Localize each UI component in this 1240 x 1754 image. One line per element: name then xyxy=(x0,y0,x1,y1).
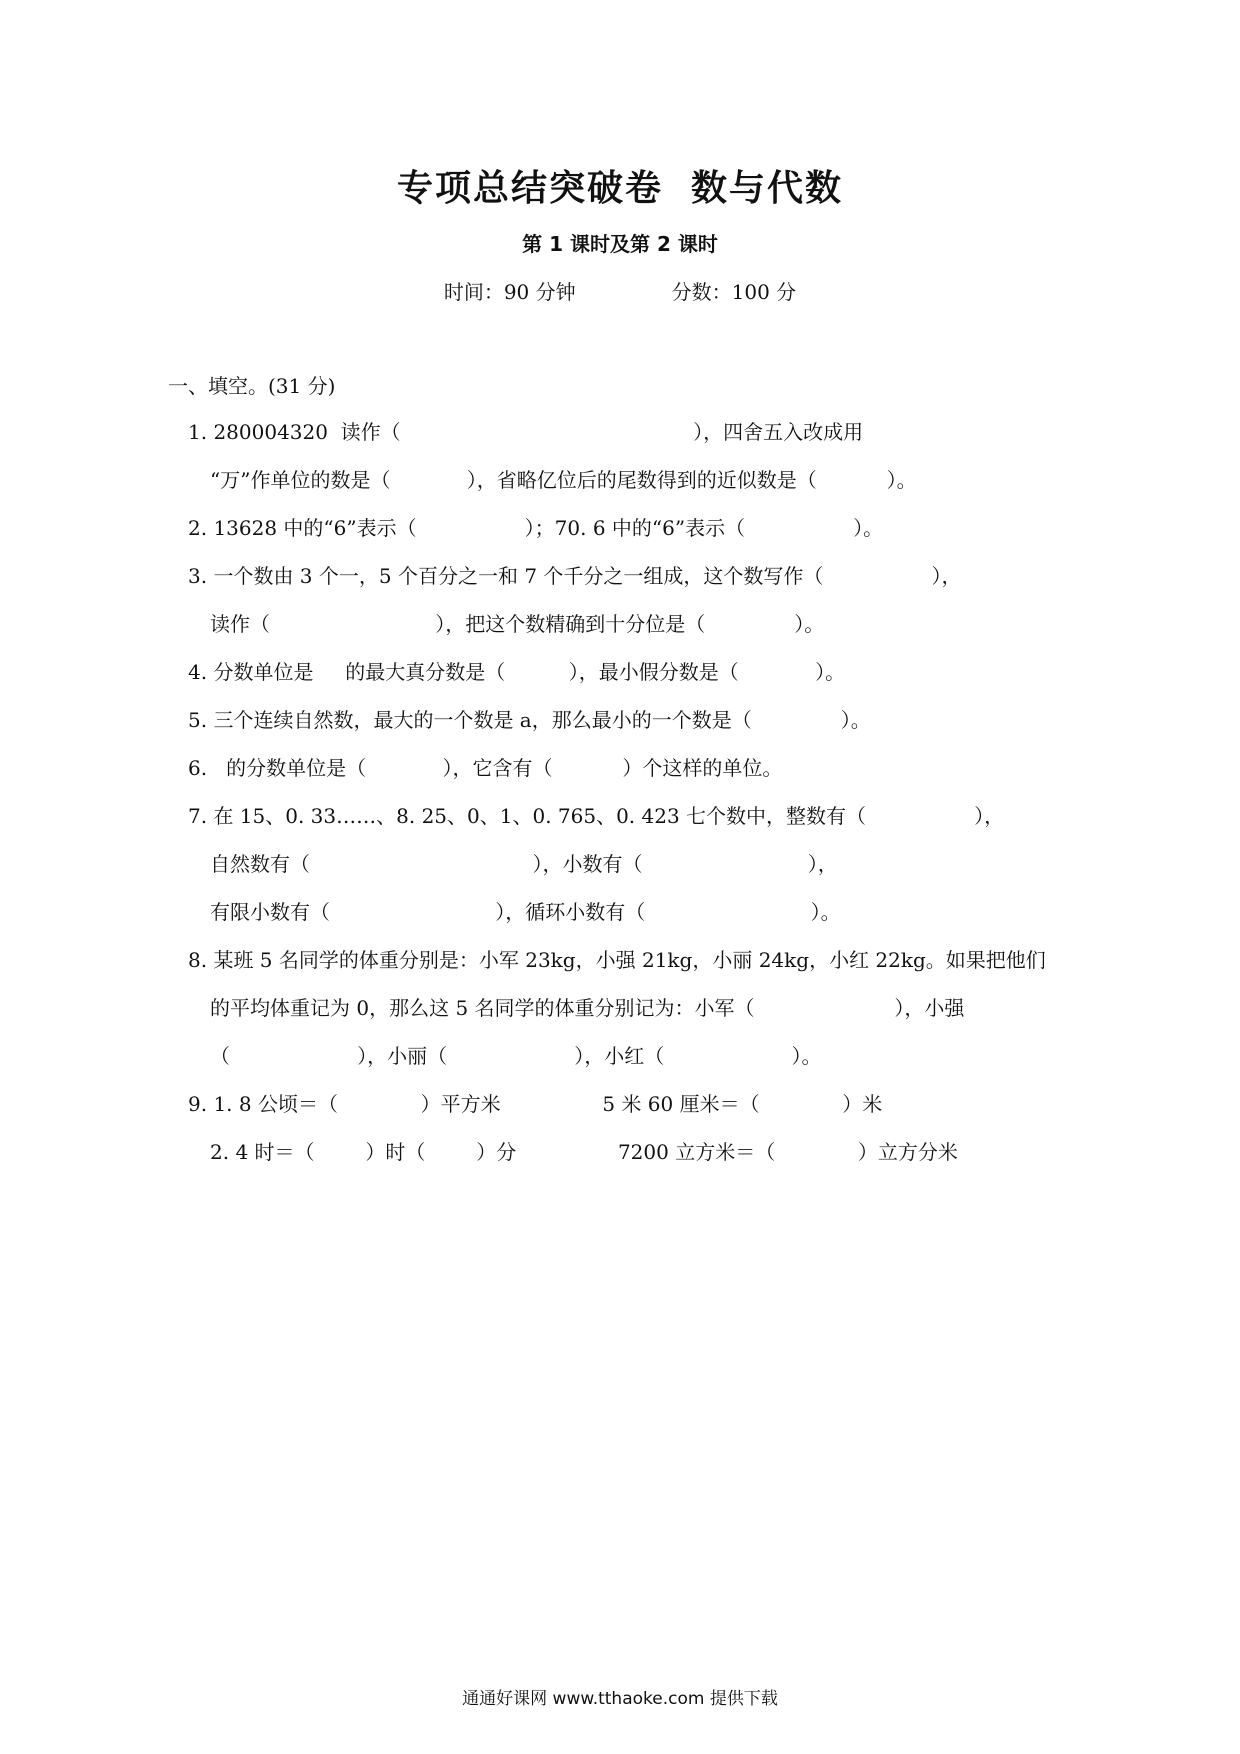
question-7-line-3: 有限小数有（ ），循环小数有（ ）。 xyxy=(210,900,841,924)
question-3-line-1: 3. 一个数由 3 个一，5 个百分之一和 7 个千分之一组成，这个数写作（ ）， xyxy=(188,564,962,588)
title-part-1: 专项总结突破卷 xyxy=(396,168,663,209)
title-part-2: 数与代数 xyxy=(691,168,844,209)
question-8-line-1: 8. 某班 5 名同学的体重分别是：小军 23kg，小强 21kg，小丽 24kg，小红 22kg。如果把他们 xyxy=(188,948,1046,972)
exam-meta xyxy=(0,276,1240,305)
question-7-line-1: 7. 在 15、0. 33……、8. 25、0、1、0. 765、0. 423 七个数中，整数有（ ）， xyxy=(188,804,1005,828)
time-limit: 时间：90 分钟 xyxy=(443,280,576,304)
question-1-line-1: 1. 280004320 读作（ ），四舍五入改成用 xyxy=(188,420,864,444)
question-6: 6. 的分数单位是（ ），它含有（ ）个这样的单位。 xyxy=(188,756,783,780)
total-score: 分数：100 分 xyxy=(671,280,797,304)
question-2: 2. 13628 中的“6”表示（ ）；70. 6 中的“6”表示（ ）。 xyxy=(188,516,884,540)
question-1-line-2: “万”作单位的数是（ ），省略亿位后的尾数得到的近似数是（ ）。 xyxy=(210,468,917,492)
section-heading: 一、填空。(31 分) xyxy=(168,374,336,398)
question-8-line-3: （ ），小丽（ ），小红（ ）。 xyxy=(210,1044,822,1068)
question-9-line-1: 9. 1. 8 公顷＝（ ）平方米 5 米 60 厘米＝（ ）米 xyxy=(188,1092,883,1116)
question-9-line-2: 2. 4 时＝（ ）时（ ）分 7200 立方米＝（ ）立方分米 xyxy=(210,1140,958,1164)
question-4: 4. 分数单位是 的最大真分数是（ ），最小假分数是（ ）。 xyxy=(188,660,846,684)
page-subtitle: 第 1 课时及第 2 课时 xyxy=(522,232,718,256)
question-8-line-2: 的平均体重记为 0，那么这 5 名同学的体重分别记为：小军（ ），小强 xyxy=(210,996,965,1020)
download-credit: 通通好课网 www.tthaoke.com 提供下载 xyxy=(462,1689,778,1709)
page-title xyxy=(0,160,1240,211)
question-7-line-2: 自然数有（ ），小数有（ ）， xyxy=(210,852,838,876)
question-3-line-2: 读作（ ），把这个数精确到十分位是（ ）。 xyxy=(210,612,825,636)
question-5: 5. 三个连续自然数，最大的一个数是 a，那么最小的一个数是（ ）。 xyxy=(188,708,871,732)
